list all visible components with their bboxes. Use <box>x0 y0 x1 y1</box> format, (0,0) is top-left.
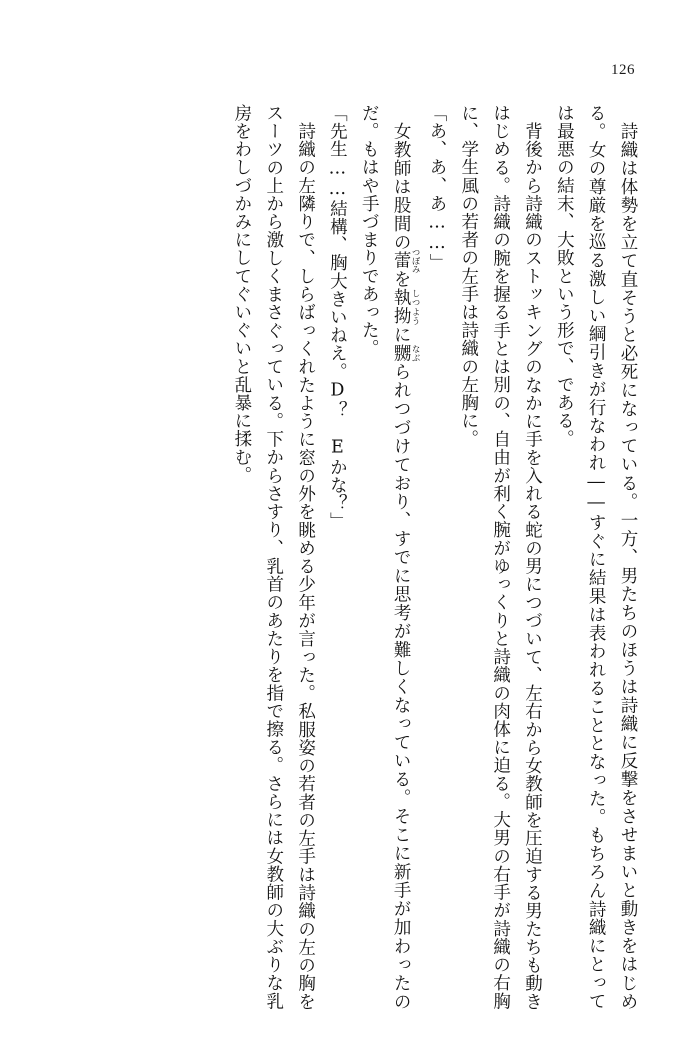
paragraph: 背後から詩織のストッキングのなかに手を入れる蛇の男につづいて、左右から女教師を圧迫する男たちも動きはじめる。詩織の腕を握る手とは別の、自由が利く腕がゆっくりと詩織の肉体に迫る。大男の右手が詩織の右胸に、学生風の若者の左手は詩織の左胸に。 <box>458 104 543 1010</box>
paragraph: 詩織は体勢を立て直そうと必死になっている。一方、男たちのほうは詩織に反撃をさせまいと動きをはじめる。女の尊厳を巡る激しい綱引きが行なわれ――すぐに結果は表われることとなった。もちろん詩織にとっては最悪の結末、大敗という形で、である。 <box>554 104 638 1010</box>
ruby-shitsuyou: 執拗 しつよう <box>391 288 421 326</box>
ruby-nabu: 嬲 なぶ <box>391 343 421 363</box>
paragraph-with-ruby: 女教師は股間の蕾 つぼみを執拗 しつように嬲 なぶられつづけており、すでに思考が難しくなっている。そこに新手が加わったのだ。もはや手づまりであった。 <box>359 104 421 1011</box>
page-number: 126 <box>611 62 635 78</box>
ruby-tsubomi: 蕾 つぼみ <box>391 247 421 273</box>
dialogue-line: 「先生……結構、胸大きいねえ。D？ Eかな？」 <box>327 104 348 531</box>
dialogue-line: 「あ、あ、あ……」 <box>426 104 447 272</box>
paragraph: 詩織の左隣りで、しらばっくれたように窓の外を眺める少年が言った。私服姿の若者の左手は詩織の左の胸をスーツの上から激しくまさぐっている。下からさすり、乳首のあたりを指で擦る。さらには女教師の大ぶりな乳房をわしづかみにしてぐいぐいと乱暴に揉む。 <box>231 104 316 1010</box>
page-text-body <box>40 104 643 1010</box>
